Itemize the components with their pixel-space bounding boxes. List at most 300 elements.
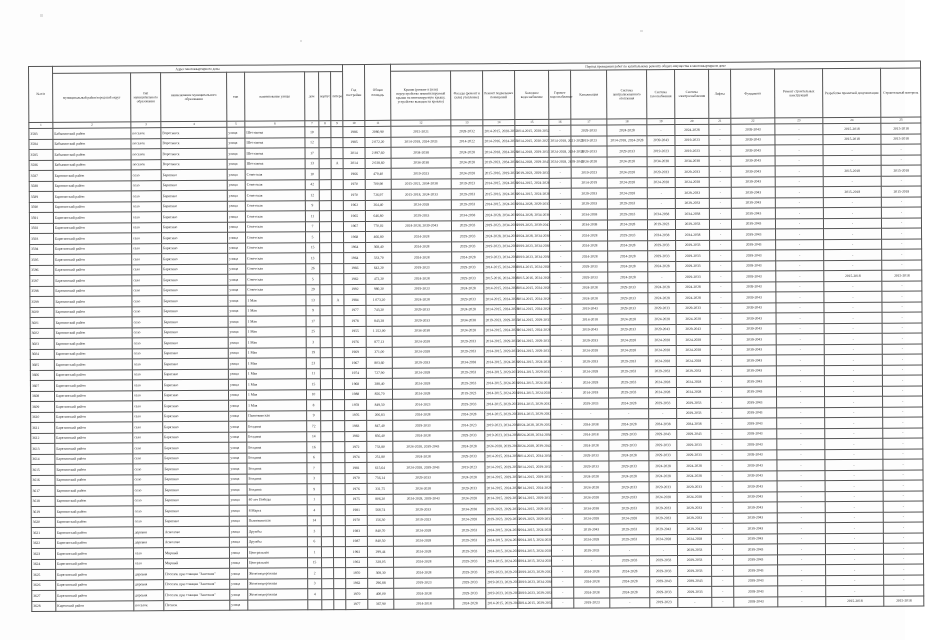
cell-project: - bbox=[825, 543, 883, 554]
cell-mt: село bbox=[133, 516, 163, 527]
cell-basement: 2014-2015, 2024-2028 bbox=[485, 388, 517, 399]
cell-found: 2039-2043 bbox=[734, 575, 778, 586]
cell-settl: Барятино bbox=[163, 411, 229, 422]
cell-roof: 2015-2021 bbox=[391, 126, 451, 137]
cell-lit bbox=[333, 431, 345, 442]
cell-lit bbox=[331, 148, 343, 159]
cell-repair: - bbox=[777, 386, 825, 397]
cell-project: - bbox=[825, 522, 883, 533]
cell-repair: - bbox=[777, 470, 825, 481]
cell-lift: - bbox=[712, 576, 734, 587]
col-header: Год постройки bbox=[343, 64, 365, 120]
cell-district: Барятинский район bbox=[56, 590, 134, 601]
cell-hot: - bbox=[550, 283, 572, 294]
cell-cold: 2014-2015, 2024-2028 bbox=[517, 524, 551, 535]
cell-sewer: 2024-2028 bbox=[573, 534, 609, 545]
cell-control: - bbox=[884, 554, 924, 565]
cell-mt: село bbox=[132, 380, 162, 391]
cell-lift: - bbox=[711, 481, 733, 492]
cell-id: 3618 bbox=[31, 496, 55, 507]
cell-lit bbox=[334, 557, 346, 568]
cell-year: 1964 bbox=[344, 252, 366, 263]
cell-k bbox=[320, 347, 332, 358]
cell-project: - bbox=[826, 575, 884, 586]
cell-street: Советская bbox=[245, 190, 305, 201]
cell-sewer: 2029-2033 bbox=[571, 198, 607, 209]
cell-house: 12 bbox=[305, 137, 319, 148]
cell-cold: 2014-2015, 2034-2038 bbox=[517, 451, 551, 462]
cell-lift: - bbox=[711, 513, 733, 524]
cell-gas: 2029-2033 bbox=[648, 366, 676, 377]
cell-basement: 2014-2015, 2024-2028 bbox=[485, 525, 517, 536]
col-number: 2 bbox=[53, 122, 131, 128]
cell-control: - bbox=[883, 533, 923, 544]
cell-area: 856,70 bbox=[367, 389, 393, 400]
cell-basement: 2014-2015, 2029-2033 bbox=[485, 493, 517, 504]
cell-heat: 2029-2033 bbox=[609, 524, 649, 535]
cell-sewer: 2024-2028 bbox=[573, 492, 609, 503]
cell-house: 7 bbox=[307, 463, 321, 474]
cell-project: - bbox=[825, 417, 883, 428]
cell-basement: 2014-2015, 2024-2028 bbox=[484, 304, 516, 315]
cell-lift: - bbox=[709, 166, 731, 177]
cell-repair: - bbox=[777, 533, 825, 544]
cell-gas: 2029-2033 bbox=[648, 251, 676, 262]
cell-id: 3627 bbox=[32, 590, 56, 601]
cell-roof: 2024-2028 bbox=[393, 451, 453, 462]
cell-basement: 2019-2023, 2029-2033 bbox=[486, 567, 518, 578]
cell-facade: 2029-2033 bbox=[454, 556, 486, 567]
cell-area: 700,90 bbox=[365, 179, 391, 190]
cell-lift: - bbox=[711, 439, 733, 450]
cell-area: 756,14 bbox=[367, 473, 393, 484]
cell-heat: 2029-2033 bbox=[607, 209, 647, 220]
cell-lit bbox=[332, 326, 344, 337]
cell-k bbox=[321, 505, 333, 516]
cell-settl: Барятино bbox=[162, 285, 228, 296]
cell-found: 2039-2043 bbox=[733, 449, 777, 460]
cell-heat: 2029-2033 bbox=[609, 534, 649, 545]
cell-settl: Барятино bbox=[163, 432, 229, 443]
cell-house: 7 bbox=[305, 221, 319, 232]
cell-repair: - bbox=[775, 124, 823, 135]
cell-hot: - bbox=[551, 398, 573, 409]
col-header: Холодное водоснабжение bbox=[515, 70, 549, 119]
cell-lift: - bbox=[711, 492, 733, 503]
cell-project: - bbox=[824, 365, 882, 376]
cell-st: улица bbox=[228, 285, 246, 296]
cell-control: - bbox=[882, 365, 922, 376]
cell-st: улица bbox=[229, 442, 247, 453]
cell-year: 2014 bbox=[343, 158, 365, 169]
cell-settl: Барятино bbox=[163, 463, 229, 474]
cell-found: 2039-2043 bbox=[734, 565, 778, 576]
cell-gas: - bbox=[647, 188, 675, 199]
cell-elec: 2029-2033 bbox=[676, 240, 710, 251]
cell-found: 2039-2043 bbox=[734, 554, 778, 565]
cell-basement: 2014-2015, 2024-2028 bbox=[484, 325, 516, 336]
col-header: тип муниципального образования bbox=[131, 73, 161, 122]
cell-area: 843,28 bbox=[366, 315, 392, 326]
cell-st: улица bbox=[228, 274, 246, 285]
cell-settl: Барятино bbox=[161, 169, 227, 180]
cell-lit bbox=[332, 305, 344, 316]
cell-hot: - bbox=[551, 440, 573, 451]
cell-house: 3 bbox=[307, 473, 321, 484]
cell-year: 1977 bbox=[346, 599, 368, 610]
cell-st: улица bbox=[227, 138, 245, 149]
cell-k bbox=[320, 274, 332, 285]
cell-mt: село bbox=[132, 327, 162, 338]
cell-settl: Воротынск bbox=[161, 148, 227, 159]
cell-district: Барятинский район bbox=[55, 527, 133, 538]
cell-facade: 2034-2038 bbox=[451, 210, 483, 221]
cell-mt: село bbox=[131, 201, 161, 212]
col-number: 10 bbox=[343, 120, 365, 126]
cell-control: - bbox=[882, 354, 922, 365]
cell-year: 1976 bbox=[345, 483, 367, 494]
cell-id: 3615 bbox=[31, 464, 55, 475]
cell-lift: - bbox=[710, 282, 732, 293]
cell-sewer: 2024-2028 bbox=[572, 377, 608, 388]
cell-gas: 2034-2038 bbox=[649, 419, 677, 430]
cell-found: 2039-2043 bbox=[733, 544, 777, 555]
cell-project: - bbox=[823, 197, 881, 208]
cell-id: 3587 bbox=[29, 170, 53, 181]
cell-project: - bbox=[824, 291, 882, 302]
cell-project: - bbox=[825, 386, 883, 397]
cell-project: - bbox=[824, 228, 882, 239]
cell-year: 1986 bbox=[343, 126, 365, 137]
cell-repair: - bbox=[777, 481, 825, 492]
cell-heat: 2029-2033 bbox=[608, 230, 648, 241]
col-number: 18 bbox=[607, 119, 647, 125]
cell-mt: село bbox=[132, 359, 162, 370]
cell-control: - bbox=[881, 218, 921, 229]
cell-cold: 2019-2023, 2034-2038 bbox=[518, 577, 552, 588]
cell-roof: 2034-2038 bbox=[391, 157, 451, 168]
cell-st: улица bbox=[227, 201, 245, 212]
cell-heat: 2029-2033 bbox=[607, 198, 647, 209]
cell-lit bbox=[332, 263, 344, 274]
cell-repair: - bbox=[775, 218, 823, 229]
cell-settl: Барятино bbox=[163, 474, 229, 485]
cell-k bbox=[322, 568, 334, 579]
cell-facade: 2024-2028 bbox=[452, 252, 484, 263]
cell-found: 2039-2043 bbox=[732, 323, 776, 334]
cell-lift: - bbox=[710, 240, 732, 251]
cell-year: 1962 bbox=[344, 273, 366, 284]
cell-area: 308,30 bbox=[368, 567, 394, 578]
cell-heat: 2029-2033 bbox=[609, 482, 649, 493]
cell-house: 4 bbox=[307, 505, 321, 516]
cell-k bbox=[321, 410, 333, 421]
cell-lift: - bbox=[710, 355, 732, 366]
cell-basement: 2014-2015, 2024-2028 bbox=[486, 556, 518, 567]
cell-district: Барятинский район bbox=[54, 285, 132, 296]
cell-repair: - bbox=[777, 491, 825, 502]
cell-id: 3625 bbox=[32, 569, 56, 580]
cell-lift: - bbox=[711, 523, 733, 534]
cell-street: Советская bbox=[245, 179, 305, 190]
cell-year: 1966 bbox=[344, 263, 366, 274]
cell-project: - bbox=[825, 428, 883, 439]
cell-lit bbox=[333, 421, 345, 432]
cell-basement: 2019-2023, 2029-2033 bbox=[485, 504, 517, 515]
cell-settl: Поселок при станции "Занозная" bbox=[164, 589, 230, 600]
cell-district: Барятинский район bbox=[54, 390, 132, 401]
cell-id: 3584 bbox=[29, 139, 53, 150]
cell-hot: - bbox=[552, 556, 574, 567]
cell-lit bbox=[333, 452, 345, 463]
cell-found: 2039-2043 bbox=[734, 596, 778, 607]
cell-mt: село bbox=[132, 233, 162, 244]
cell-year: 1965 bbox=[343, 210, 365, 221]
cell-year: 1970 bbox=[346, 567, 368, 578]
cell-settl: Барятино bbox=[162, 358, 228, 369]
cell-found: 2039-2043 bbox=[732, 313, 776, 324]
cell-elec: 2024-2028 bbox=[676, 313, 710, 324]
cell-heat: 2024-2028 bbox=[609, 471, 649, 482]
cell-district: Барятинский район bbox=[55, 485, 133, 496]
cell-settl: Барятино bbox=[162, 369, 228, 380]
cell-hot: - bbox=[550, 367, 572, 378]
cell-gas: 2029-2043 bbox=[649, 524, 677, 535]
cell-id: 3600 bbox=[30, 307, 54, 318]
cell-facade: 2029-2033 bbox=[453, 483, 485, 494]
cell-st: улица bbox=[229, 474, 247, 485]
cell-repair: - bbox=[777, 449, 825, 460]
cell-elec: 2029-2033 bbox=[678, 586, 712, 597]
cell-roof: 2029-2033 bbox=[393, 472, 453, 483]
cell-id: 3607 bbox=[30, 380, 54, 391]
scan-speck bbox=[640, 30, 643, 32]
cell-house: 10 bbox=[305, 169, 319, 180]
cell-sewer: 2019-2043 bbox=[572, 324, 608, 335]
cell-hot: - bbox=[549, 125, 571, 136]
cell-roof: 2024-2028 bbox=[392, 346, 452, 357]
cell-lit: А bbox=[332, 295, 344, 306]
cell-heat: 2024-2028 bbox=[610, 587, 650, 598]
cell-found: 2039-2043 bbox=[732, 229, 776, 240]
cell-year: 1970 bbox=[346, 588, 368, 599]
cell-project: - bbox=[825, 491, 883, 502]
cell-year: 1983 bbox=[345, 420, 367, 431]
cell-area: 2 072,20 bbox=[365, 137, 391, 148]
cell-k bbox=[319, 127, 331, 138]
cell-district: Барятинский район bbox=[53, 180, 131, 191]
cell-project: - bbox=[825, 438, 883, 449]
cell-elec: 2034-2038 bbox=[675, 156, 709, 167]
cell-house: 3 bbox=[306, 337, 320, 348]
cell-repair: - bbox=[777, 439, 825, 450]
cell-mt: поселок bbox=[134, 600, 164, 611]
cell-settl: Барятино bbox=[162, 253, 228, 264]
col-header: наименование муниципального образования bbox=[161, 72, 227, 121]
col-header: Фасады (ремонт и (или) утепление) bbox=[451, 71, 483, 120]
col-header: муниципальный район/городской округ bbox=[53, 73, 131, 122]
cell-elec: 2029-2033 bbox=[676, 366, 710, 377]
cell-st: улица bbox=[228, 379, 246, 390]
cell-control: 2015-2018 bbox=[881, 186, 921, 197]
cell-project: 2015-2018 bbox=[826, 596, 884, 607]
cell-hot: - bbox=[549, 209, 571, 220]
cell-lit bbox=[333, 442, 345, 453]
cell-id: 3628 bbox=[32, 601, 56, 612]
cell-k bbox=[320, 305, 332, 316]
cell-found: 2039-2043 bbox=[733, 533, 777, 544]
cell-settl: Барятино bbox=[162, 316, 228, 327]
cell-facade: 2029-2033 bbox=[453, 399, 485, 410]
cell-control: - bbox=[883, 470, 923, 481]
col-number: 7 bbox=[305, 121, 319, 127]
cell-k bbox=[320, 326, 332, 337]
cell-sewer: 2024-2028 bbox=[572, 345, 608, 356]
cell-street: Советская bbox=[246, 242, 306, 253]
cell-k bbox=[321, 473, 333, 484]
cell-area: 2080,90 bbox=[365, 126, 391, 137]
cell-settl: Барятино bbox=[163, 505, 229, 516]
cell-control: - bbox=[883, 491, 923, 502]
cell-id: 3592 bbox=[29, 223, 53, 234]
cell-hot: - bbox=[551, 514, 573, 525]
cell-project: - bbox=[824, 312, 882, 323]
cell-gas: - bbox=[647, 125, 675, 136]
cell-st: улица bbox=[228, 337, 246, 348]
cell-project: - bbox=[825, 512, 883, 523]
cell-gas: 2029-2033 bbox=[649, 440, 677, 451]
cell-house: 72 bbox=[307, 421, 321, 432]
cell-district: Барятинский район bbox=[55, 422, 133, 433]
cell-year: 1975 bbox=[345, 494, 367, 505]
cell-repair: - bbox=[775, 208, 823, 219]
cell-cold: 2024-2028, 2039-2043 bbox=[517, 440, 551, 451]
cell-area: 206,83 bbox=[367, 410, 393, 421]
cell-roof: 2024-2028, 2039-2043 bbox=[393, 441, 453, 452]
cell-cold: 2014-2018, 2029-2033 bbox=[515, 146, 549, 157]
cell-found: 2039-2043 bbox=[732, 376, 776, 387]
cell-lit bbox=[333, 400, 345, 411]
cell-elec: 2024-2028 bbox=[676, 282, 710, 293]
cell-k bbox=[322, 589, 334, 600]
cell-cold: 2019-2023, 2039-2043 bbox=[515, 220, 549, 231]
cell-district: Барятинский район bbox=[55, 411, 133, 422]
cell-repair: - bbox=[776, 334, 824, 345]
cell-repair: - bbox=[776, 271, 824, 282]
cell-roof: 2029-2033 bbox=[392, 315, 452, 326]
cell-heat: 2024-2028 bbox=[610, 576, 650, 587]
cell-heat: 2024-2028 bbox=[608, 240, 648, 251]
cell-elec: 2019-2023 bbox=[675, 145, 709, 156]
cell-year: 1968 bbox=[344, 231, 366, 242]
cell-roof: 2034-2038 bbox=[392, 325, 452, 336]
col-number: 8 bbox=[319, 121, 331, 127]
cell-district: Бабынинский район bbox=[53, 138, 131, 149]
cell-basement: 2024-2028, 2034-2038 bbox=[483, 210, 515, 221]
cell-found: 2039-2043 bbox=[732, 355, 776, 366]
cell-found: 2039-2043 bbox=[732, 292, 776, 303]
col-number: 16 bbox=[549, 119, 571, 125]
cell-elec: 2024-2028 bbox=[677, 387, 711, 398]
cell-settl: Барятино bbox=[161, 201, 227, 212]
cell-lit bbox=[333, 484, 345, 495]
cell-house: 11 bbox=[305, 211, 319, 222]
cell-gas: 2029-2033 bbox=[648, 303, 676, 314]
cell-lift: - bbox=[711, 397, 733, 408]
cell-district: Барятинский район bbox=[54, 338, 132, 349]
cell-st: улица bbox=[230, 579, 248, 590]
cell-gas: 2024-2028 bbox=[648, 261, 676, 272]
cell-st: улица bbox=[228, 369, 246, 380]
cell-mt: село bbox=[132, 285, 162, 296]
cell-lit bbox=[332, 368, 344, 379]
cell-year: 1976 bbox=[344, 336, 366, 347]
cell-control: - bbox=[882, 239, 922, 250]
cell-lift: - bbox=[710, 303, 732, 314]
cell-house: 9 bbox=[307, 410, 321, 421]
cell-mt: деревня bbox=[133, 527, 163, 538]
col-number: 3 bbox=[131, 122, 161, 128]
cell-lit bbox=[331, 127, 343, 138]
cell-cold: 2019-2023, 2029-2033 bbox=[518, 566, 552, 577]
cell-area: 806,20 bbox=[367, 494, 393, 505]
cell-year: 1978 bbox=[345, 399, 367, 410]
cell-elec: 2029-2033 bbox=[675, 198, 709, 209]
cell-house: 16 bbox=[307, 442, 321, 453]
cell-settl: Мирный bbox=[163, 547, 229, 558]
cell-mt: село bbox=[133, 432, 163, 443]
cell-lit bbox=[331, 211, 343, 222]
cell-basement: 2015-2016, 2019-2023 bbox=[483, 168, 515, 179]
cell-k bbox=[320, 337, 332, 348]
cell-k bbox=[321, 526, 333, 537]
cell-basement: 2014-2015, 2029-2033 bbox=[485, 472, 517, 483]
cell-project: - bbox=[824, 249, 882, 260]
cell-control: - bbox=[883, 522, 923, 533]
cell-cold: 2014-2015, 2029-2033 bbox=[517, 409, 551, 420]
cell-facade: 2029-2033 bbox=[454, 567, 486, 578]
cell-id: 3593 bbox=[30, 233, 54, 244]
cell-found: 2039-2043 bbox=[733, 470, 777, 481]
cell-sewer: 2029-2033 bbox=[571, 125, 607, 136]
cell-lit bbox=[332, 242, 344, 253]
cell-st: улица bbox=[230, 600, 248, 611]
cell-roof: 2024-2028, 2039-2043 bbox=[393, 462, 453, 473]
cell-district: Барятинский район bbox=[54, 369, 132, 380]
cell-heat: 2029-2033 bbox=[607, 146, 647, 157]
cell-heat: 2029-2033 bbox=[610, 555, 650, 566]
cell-street: 1 Мая bbox=[246, 295, 306, 306]
cell-street: 8 Марта bbox=[247, 505, 307, 516]
cell-area: 642,20 bbox=[366, 263, 392, 274]
cell-facade: 2034-2038 bbox=[452, 357, 484, 368]
cell-heat: 2029-2033 bbox=[609, 429, 649, 440]
col-number: 13 bbox=[451, 120, 483, 126]
cell-project: 2015-2018 bbox=[823, 165, 881, 176]
cell-gas: 2024-2028 bbox=[648, 345, 676, 356]
cell-sewer: 2019-2023 bbox=[574, 597, 610, 608]
cell-house: 3 bbox=[307, 526, 321, 537]
cell-hot: - bbox=[550, 293, 572, 304]
cell-year: 1974 bbox=[345, 452, 367, 463]
cell-st: улица bbox=[229, 421, 247, 432]
cell-facade: 2029-2033 bbox=[451, 189, 483, 200]
cell-house: 12 bbox=[305, 190, 319, 201]
cell-st: улица bbox=[228, 306, 246, 317]
cell-area: 472,20 bbox=[366, 273, 392, 284]
cell-facade: 2029-2033 bbox=[452, 231, 484, 242]
cell-area: 368,40 bbox=[366, 242, 392, 253]
